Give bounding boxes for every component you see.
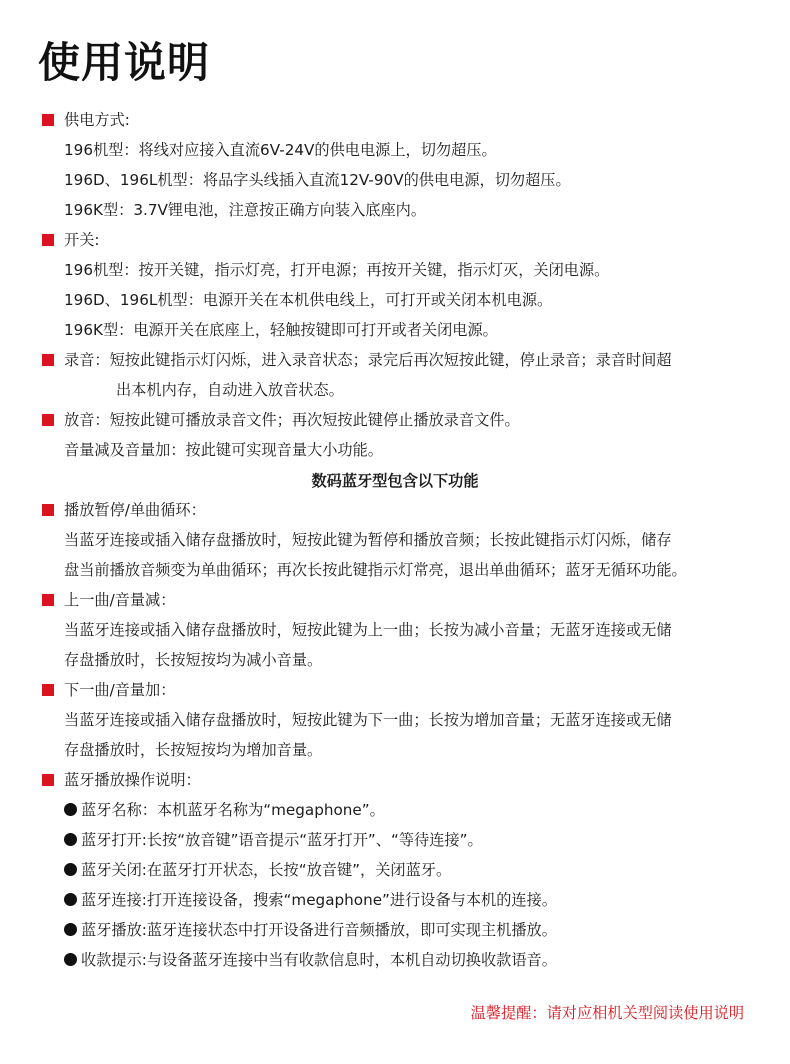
red-square-bullet-icon: [42, 414, 54, 426]
switch-line-2: 196D、196L机型：电源开关在本机供电线上，可打开或关闭本机电源。: [64, 291, 553, 309]
record-line-2: 出本机内存，自动进入放音状态。: [116, 381, 344, 399]
prev-line-2: 存盘播放时，长按短按均为减小音量。: [64, 651, 323, 669]
red-square-bullet-icon: [42, 684, 54, 696]
reminder-note: 温馨提醒：请对应相机关型阅读使用说明: [470, 1004, 744, 1022]
pause-line-2: 盘当前播放音频变为单曲循环；再次长按此键指示灯常亮，退出单曲循环；蓝牙无循环功能。: [64, 561, 687, 579]
page-title: 使用说明: [38, 38, 211, 87]
bullet-dot-icon: [64, 893, 77, 906]
section-record: 录音：短按此键指示灯闪烁，进入录音状态；录完后再次短按此键，停止录音；录音时间超: [42, 350, 672, 370]
red-square-bullet-icon: [42, 774, 54, 786]
list-item: 蓝牙连接:打开连接设备，搜索“megaphone”进行设备与本机的连接。: [64, 890, 557, 910]
section-bt-ops-heading: 蓝牙播放操作说明：: [42, 770, 201, 790]
bullet-dot-icon: [64, 803, 77, 816]
power-line-3: 196K型：3.7V锂电池，注意按正确方向装入底座内。: [64, 201, 427, 219]
switch-line-1: 196机型：按开关键，指示灯亮，打开电源；再按开关键，指示灯灭，关闭电源。: [64, 261, 610, 279]
red-square-bullet-icon: [42, 354, 54, 366]
section-next-heading: 下一曲/音量加：: [42, 680, 175, 700]
power-line-2: 196D、196L机型：将品字头线插入直流12V-90V的供电电源，切勿超压。: [64, 171, 571, 189]
bullet-dot-icon: [64, 863, 77, 876]
section-play: 放音：短按此键可播放录音文件；再次短按此键停止播放录音文件。: [42, 410, 520, 430]
bullet-dot-icon: [64, 923, 77, 936]
red-square-bullet-icon: [42, 234, 54, 246]
section-pause-heading: 播放暂停/单曲循环：: [42, 500, 206, 520]
list-item: 蓝牙播放:蓝牙连接状态中打开设备进行音频播放，即可实现主机播放。: [64, 920, 557, 940]
switch-line-3: 196K型：电源开关在底座上，轻触按键即可打开或者关闭电源。: [64, 321, 498, 339]
list-item: 蓝牙关闭:在蓝牙打开状态，长按“放音键”，关闭蓝牙。: [64, 860, 451, 880]
red-square-bullet-icon: [42, 114, 54, 126]
power-line-1: 196机型：将线对应接入直流6V-24V的供电电源上，切勿超压。: [64, 141, 497, 159]
bullet-dot-icon: [64, 833, 77, 846]
section-power-heading: 供电方式:: [42, 110, 130, 130]
play-line-2: 音量减及音量加：按此键可实现音量大小功能。: [64, 441, 383, 459]
next-line-1: 当蓝牙连接或插入储存盘播放时，短按此键为下一曲；长按为增加音量；无蓝牙连接或无储: [64, 711, 672, 729]
list-item: 蓝牙打开:长按“放音键”语音提示“蓝牙打开”、“等待连接”。: [64, 830, 483, 850]
list-item: 收款提示:与设备蓝牙连接中当有收款信息时，本机自动切换收款语音。: [64, 950, 557, 970]
section-switch-heading: 开关:: [42, 230, 100, 250]
list-item: 蓝牙名称：本机蓝牙名称为“megaphone”。: [64, 800, 385, 820]
next-line-2: 存盘播放时，长按短按均为增加音量。: [64, 741, 323, 759]
section-prev-heading: 上一曲/音量减：: [42, 590, 175, 610]
prev-line-1: 当蓝牙连接或插入储存盘播放时，短按此键为上一曲；长按为减小音量；无蓝牙连接或无储: [64, 621, 672, 639]
red-square-bullet-icon: [42, 594, 54, 606]
bluetooth-section-title: 数码蓝牙型包含以下功能: [311, 472, 479, 490]
pause-line-1: 当蓝牙连接或插入储存盘播放时，短按此键为暂停和播放音频；长按此键指示灯闪烁，储存: [64, 531, 672, 549]
red-square-bullet-icon: [42, 504, 54, 516]
bullet-dot-icon: [64, 953, 77, 966]
